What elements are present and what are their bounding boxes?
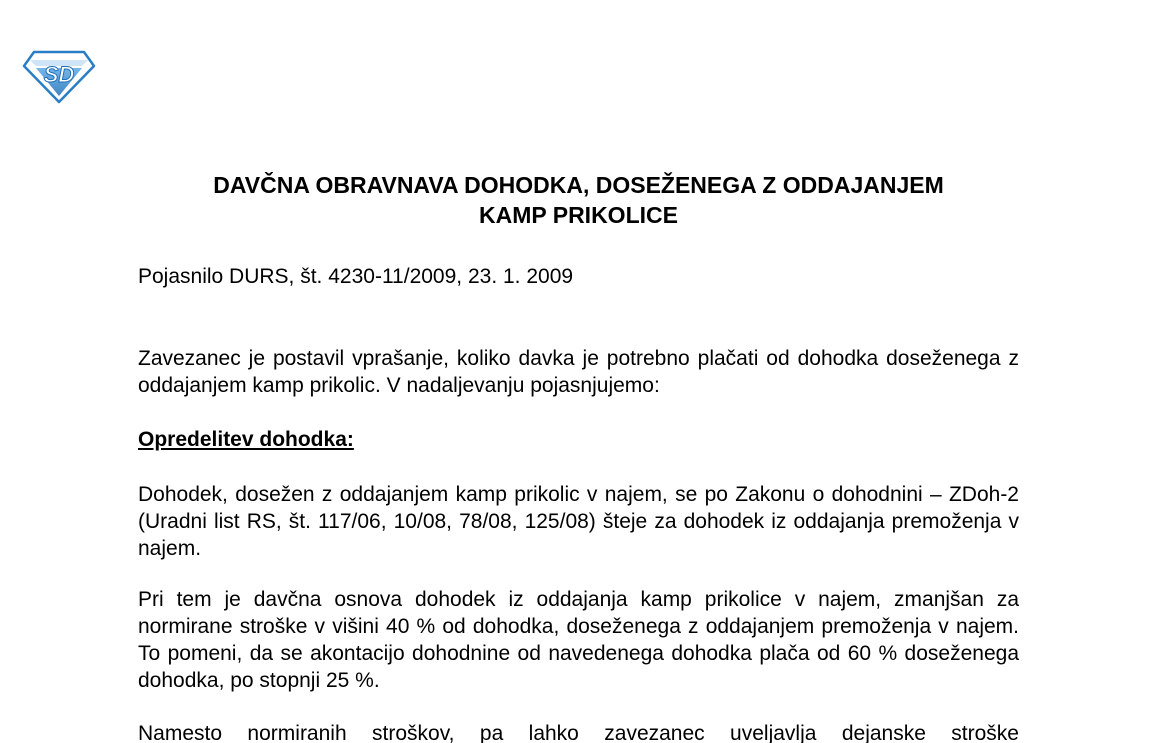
section-heading: Opredelitev dohodka: (138, 428, 354, 451)
title-line-2: KAMP PRIKOLICE (479, 202, 678, 228)
diamond-logo-icon (22, 48, 96, 104)
paragraph-2: Pri tem je davčna osnova dohodek iz oddajanja kamp prikolice v najem, zmanjšan za normirane stroške v višini 40 % od dohodka, doseženega z oddajanjem premoženja v najem. To pomeni, da se akontacijo dohodnine od navedenega dohodka plača od 60 % doseženega dohodka, po stopnji 25 %. (138, 588, 1019, 692)
paragraph-3: Namesto normiranih stroškov, pa lahko zavezanec uveljavlja dejanske stroške (138, 722, 1019, 743)
sd-logo (22, 48, 96, 104)
document-title (138, 170, 1019, 230)
reference-line: Pojasnilo DURS, št. 4230-11/2009, 23. 1. 2009 (138, 265, 574, 288)
intro-paragraph: Zavezanec je postavil vprašanje, koliko davka je potrebno plačati od dohodka doseženega z oddajanjem kamp prikolic. V nadaljevanju pojasnjujemo: (138, 347, 1019, 397)
logo-letters: SD (43, 62, 75, 87)
paragraph-1: Dohodek, dosežen z oddajanjem kamp prikolic v najem, se po Zakonu o dohodnini – ZDoh-2 (Uradni list RS, št. 117/06, 10/08, 78/08, 125/08) šteje za dohodek iz oddajanja premoženja v najem. (138, 483, 1019, 560)
title-line-1: DAVČNA OBRAVNAVA DOHODKA, DOSEŽENEGA Z ODDAJANJEM (213, 172, 944, 198)
